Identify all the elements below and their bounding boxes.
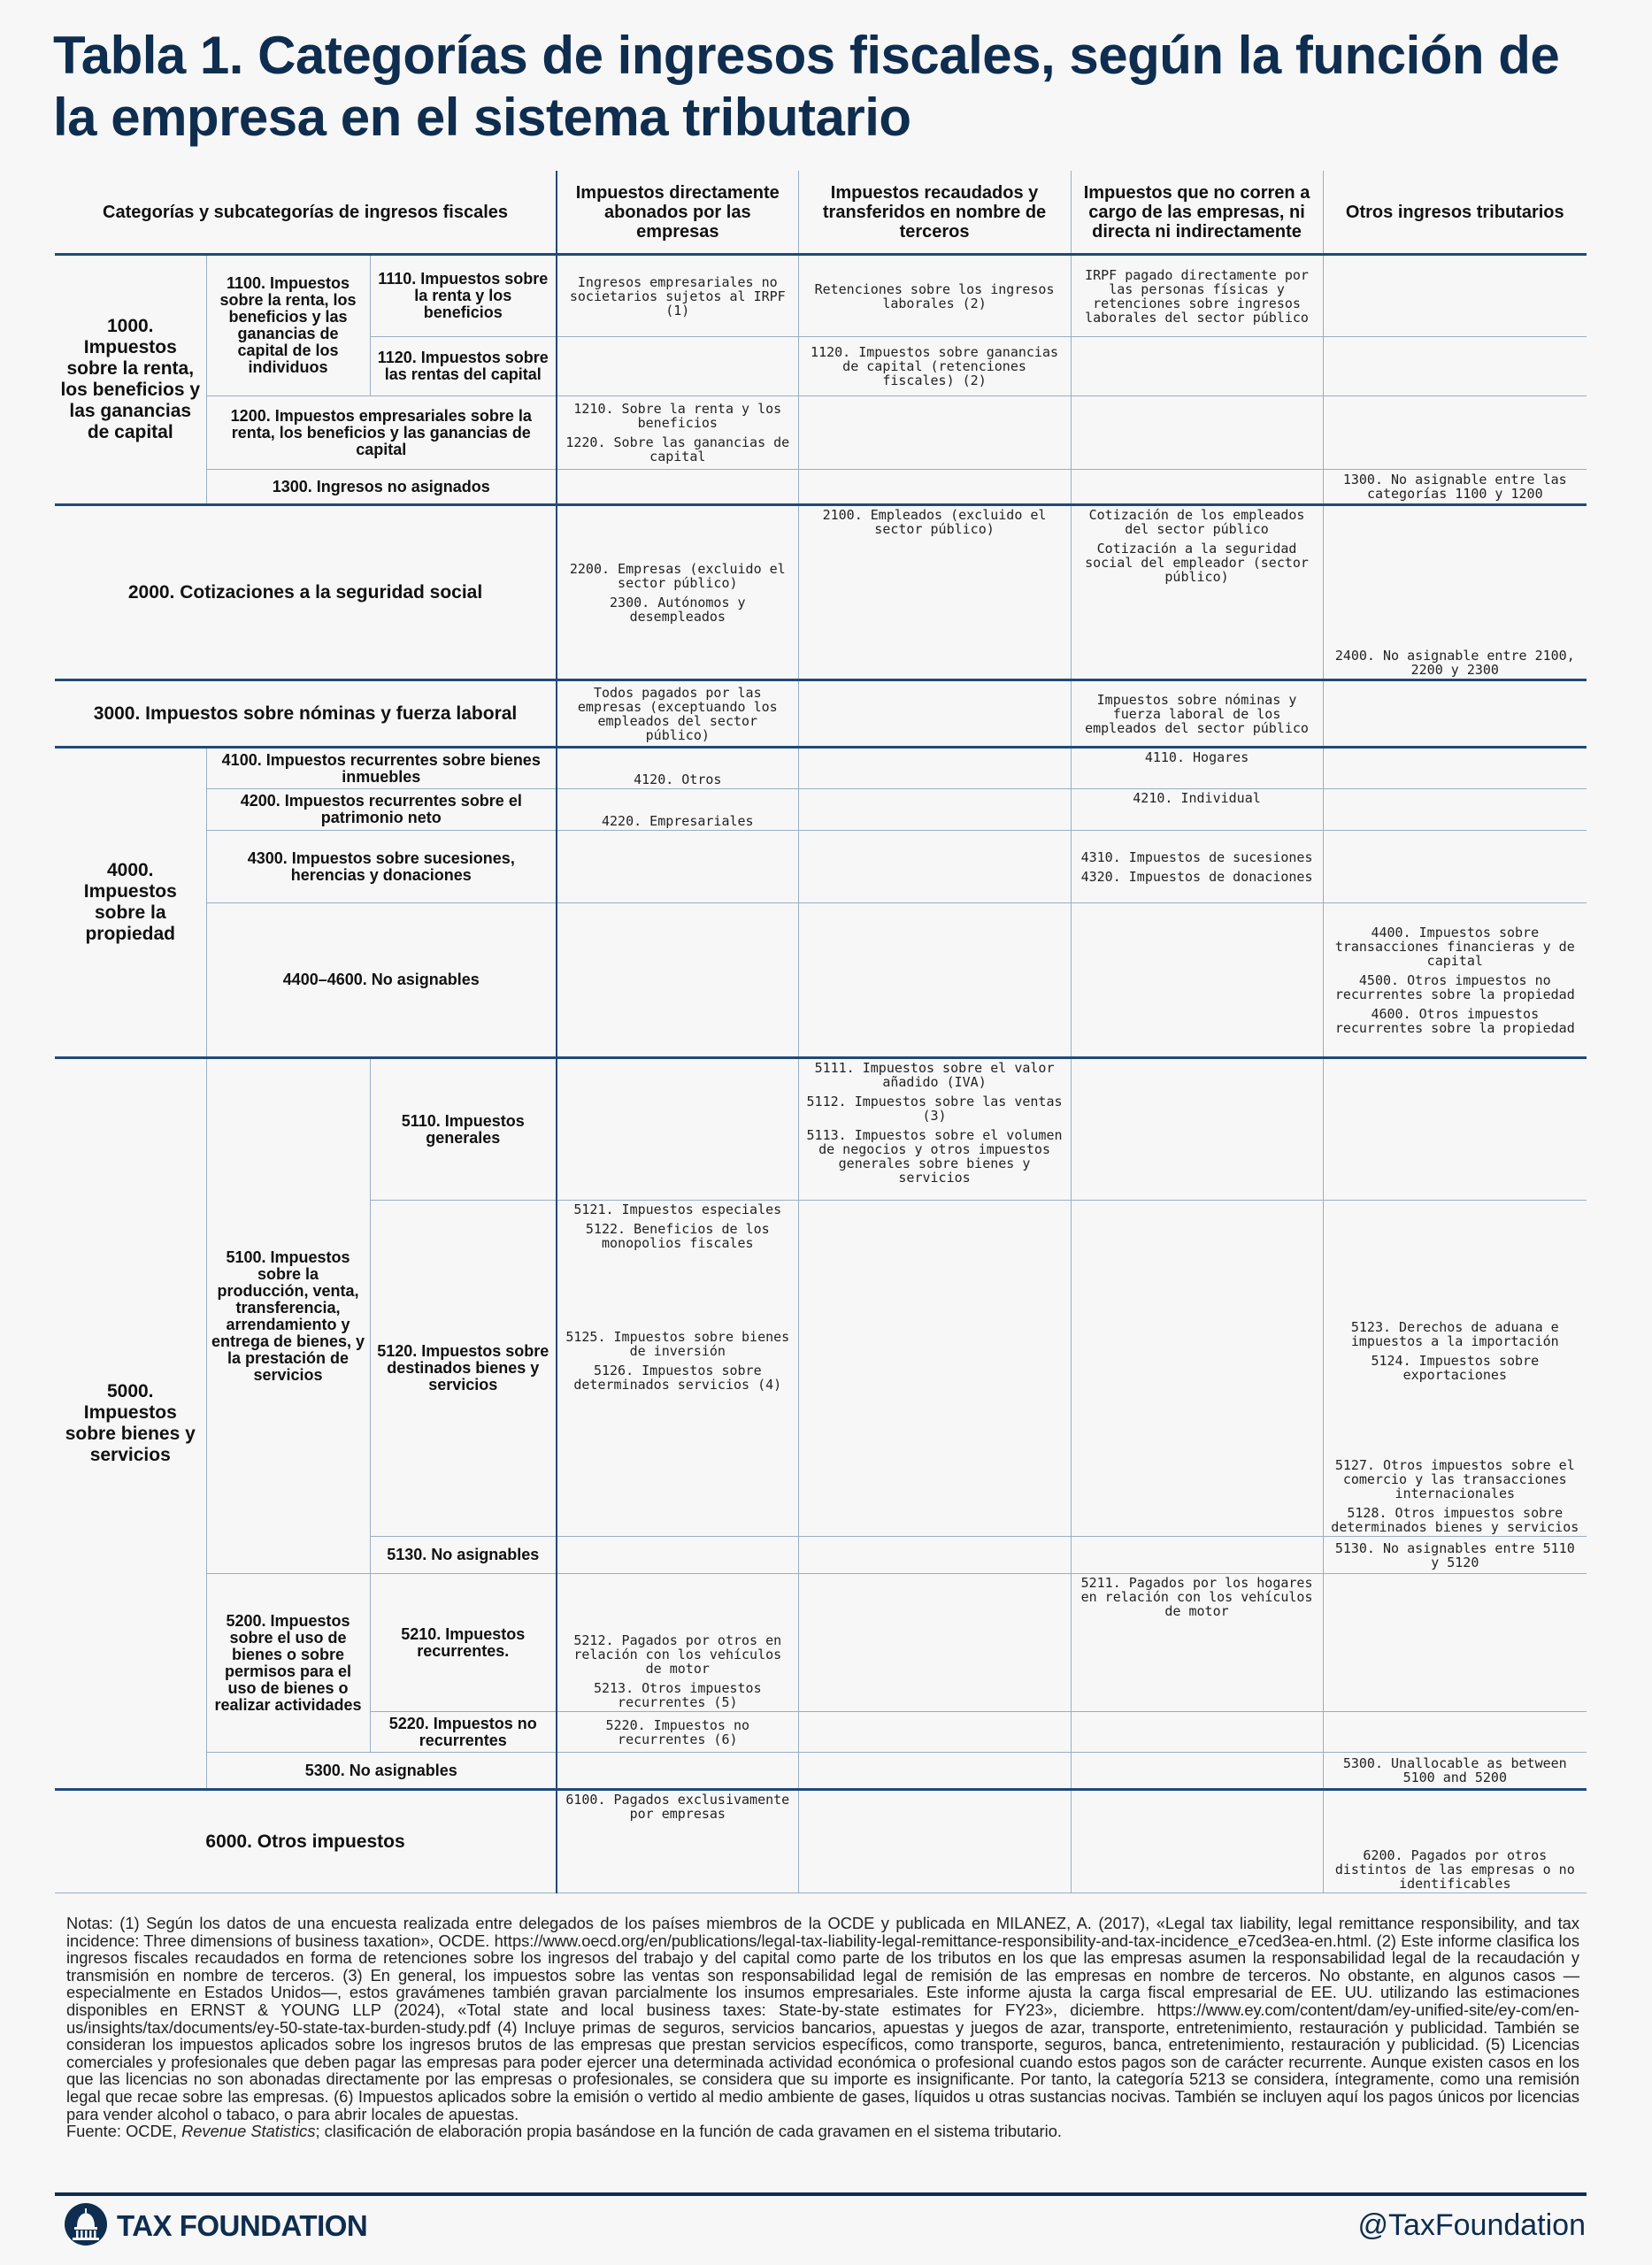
cell-6000-not-borne [1071,1790,1323,1893]
source-suffix: ; clasificación de elaboración propia basándose en la función de cada gravamen en el sistema tributario. [315,2122,1062,2141]
cell-4400: 4400. Impuestos sobre transacciones financieras y de capital [1334,924,1575,969]
cell-3000-direct: Todos pagados por las empresas (exceptuando los empleados del sector público) [557,680,798,748]
cell-2100: 2100. Empleados (excluido el sector público) [798,505,1071,680]
cell-1300-direct [557,470,798,505]
cell-1110-collected: Retenciones sobre los ingresos laborales (2) [798,255,1071,337]
cell-5130-direct [557,1537,798,1574]
cell-5113: 5113. Impuestos sobre el volumen de negocios y otros impuestos generales sobre bienes y servicios [806,1127,1063,1186]
cell-5300-direct [557,1753,798,1790]
cell-4300-not-borne [1071,831,1323,903]
cell-1300-collected [798,470,1071,505]
cell-5110-collected [798,1058,1071,1201]
cell-1200-collected [798,396,1071,470]
table-row [55,470,1587,505]
cell-5120-collected [798,1201,1071,1537]
cell-1110-other [1323,255,1587,337]
cell-4220: 4220. Empresariales [557,789,798,831]
table-row [55,1790,1587,1893]
table-row [55,903,1587,1058]
header-categories: Categorías y subcategorías de ingresos fiscales [55,171,557,255]
cell-5220-other [1323,1712,1587,1753]
cell-2000-not-borne [1071,505,1323,680]
notes-body: Notas: (1) Según los datos de una encuesta realizada entre delegados de los países miembros de la OCDE y publicada en MILANEZ, A. (2017), «Legal tax liability, legal remittance responsibility, and tax incidence: Three dimensions of business taxation», OCDE. https://www.oecd.org/en/publications/legal-tax-liability-legal-remittance-responsibility-and-tax-incidence_e7ced3ea-en.html. (2) Este informe clasifica los ingresos fiscales recaudados en forma de retenciones sobre los ingresos del trabajo y del capital como parte de los tributos en los que las empresas asumen la responsabilidad legal de la recaudación y transmisión en nombre de terceros. (3) En general, los impuestos sobre las ventas son responsabilidad legal de remisión de las empresas en nombre de terceros. No obstante, en algunos casos —especialmente en Estados Unidos—, estos gravámenes también gravan parcialmente los insumos empresariales. Este informe ajusta la carga fiscal empresarial de EE. UU. utilizando las estimaciones disponibles en ERNST & YOUNG LLP (2024), «Total state and local business taxes: State-by-state estimates for FY23», diciembre. https://www.ey.com/content/dam/ey-unified-site/ey-com/en-us/insights/tax/documents/ey-50-state-tax-burden-study.pdf (4) Incluye primas de seguros, servicios bancarios, apuestas y juegos de azar, transporte, entretenimiento, restauración y publicidad. También se consideran los impuestos aplicados sobre los ingresos brutos de las empresas que prestan servicios específicos, como transporte, seguros, banca, entretenimiento, restauración y publicidad. (5) Licencias comerciales y profesionales que deben pagar las empresas para poder ejercer una determinada actividad económica o profesional cuando estos pagos son de carácter recurrente. Aunque existen casos en los que las licencias no son abonadas directamente por las empresas o profesionales, se considera que su importe es insignificante. Por tanto, la categoría 5213 se considera, íntegramente, como una remisión legal que recae sobre las empresas. (6) Impuestos aplicados sobre la emisión o vertido al medio ambiente de gases, líquidos u otras sustancias nocivas. También se incluyen aquí los pagos únicos por licencias para vender alcohol o tabaco, o para abrir locales de apuestas. [66,1914,1579,2123]
table-header-row [55,171,1587,255]
cell-4200-other [1323,789,1587,831]
table-row [55,396,1587,470]
cell-3000-other [1323,680,1587,748]
category-3000: 3000. Impuestos sobre nóminas y fuerza laboral [55,680,557,748]
header-direct: Impuestos directamente abonados por las empresas [557,171,798,255]
tax-foundation-logo[interactable] [64,2204,367,2248]
header-not-borne: Impuestos que no corren a cargo de las empresas, ni directa ni indirectamente [1071,171,1323,255]
cell-2300: 2300. Autónomos y desempleados [610,594,746,625]
cell-4210: 4210. Individual [1071,789,1323,831]
cell-1210: 1210. Sobre la renta y los beneficios [573,401,782,431]
cell-5121: 5121. Impuestos especiales [573,1202,782,1217]
source-line [66,2123,1579,2140]
footer-rule [55,2192,1587,2196]
table-row [55,748,1587,789]
cell-5210-collected [798,1574,1071,1712]
cell-2400: 2400. No asignable entre 2100, 2200 y 2300 [1323,505,1587,680]
cell-5110-other [1323,1058,1587,1201]
category-1000: 1000. Impuestos sobre la renta, los beneficios y las ganancias de capital [55,255,206,505]
cell-2000-public-employees: Cotización de los empleados del sector público [1088,507,1305,537]
cell-5212: 5212. Pagados por otros en relación con los vehículos de motor [573,1632,782,1677]
cell-5130-not-borne [1071,1537,1323,1574]
cell-5220-collected [798,1712,1071,1753]
subcategory-1110: 1110. Impuestos sobre la renta y los beneficios [370,255,557,337]
cell-5127: 5127. Otros impuestos sobre el comercio y las transacciones internacionales [1334,1457,1575,1501]
table-row [55,1753,1587,1790]
cell-4110: 4110. Hogares [1071,748,1323,789]
page-title: Tabla 1. Categorías de ingresos fiscales, según la función de la empresa en el sistema tributario [53,26,1560,147]
cell-1110-direct: Ingresos empresariales no societarios sujetos al IRPF (1) [557,255,798,337]
cell-1120-collected: 1120. Impuestos sobre ganancias de capital (retenciones fiscales) (2) [798,337,1071,396]
cell-5210-direct [557,1574,798,1712]
cell-1300-not-borne [1071,470,1323,505]
cell-5220-not-borne [1071,1712,1323,1753]
cell-4310: 4310. Impuestos de sucesiones [1080,848,1313,865]
subcategory-5300: 5300. No asignables [206,1753,557,1790]
cell-5300-collected [798,1753,1071,1790]
cell-5213: 5213. Otros impuestos recurrentes (5) [593,1680,762,1710]
cell-4400-not-borne [1071,903,1323,1058]
cell-1200-other [1323,396,1587,470]
cell-5120-direct [557,1201,798,1537]
cell-5120-other [1323,1201,1587,1537]
header-collected: Impuestos recaudados y transferidos en nombre de terceros [798,171,1071,255]
table-row [55,831,1587,903]
subcategory-1300: 1300. Ingresos no asignados [206,470,557,505]
cell-1200-not-borne [1071,396,1323,470]
cell-5111: 5111. Impuestos sobre el valor añadido (IVA) [814,1060,1055,1090]
category-6000: 6000. Otros impuestos [55,1790,557,1893]
subcategory-5110: 5110. Impuestos generales [370,1058,557,1201]
table-row [55,1574,1587,1712]
cell-5211: 5211. Pagados por los hogares en relación con los vehículos de motor [1071,1574,1323,1712]
table-row [55,255,1587,337]
cell-5125: 5125. Impuestos sobre bienes de inversión [565,1329,790,1359]
twitter-handle[interactable]: @TaxFoundation [1357,2208,1586,2242]
cell-1120-not-borne [1071,337,1323,396]
subcategory-4200: 4200. Impuestos recurrentes sobre el patrimonio neto [206,789,557,831]
cell-5130-collected [798,1537,1071,1574]
subcategory-5210: 5210. Impuestos recurrentes. [370,1574,557,1712]
table-row [55,680,1587,748]
table-row [55,789,1587,831]
cell-2000-public-employer: Cotización a la seguridad social del empleador (sector público) [1085,541,1309,585]
cell-3000-not-borne: Impuestos sobre nóminas y fuerza laboral de los empleados del sector público [1071,680,1323,748]
cell-6000-collected [798,1790,1071,1893]
subcategory-5100: 5100. Impuestos sobre la producción, venta, transferencia, arrendamiento y entrega de bienes, y la prestación de servicios [206,1058,370,1574]
cell-5112: 5112. Impuestos sobre las ventas (3) [806,1094,1063,1124]
cell-5123: 5123. Derechos de aduana e impuestos a la importación [1350,1319,1559,1349]
cell-5300-other: 5300. Unallocable as between 5100 and 5200 [1323,1753,1587,1790]
cell-4500: 4500. Otros impuestos no recurrentes sobre la propiedad [1334,971,1575,1002]
cell-4600: 4600. Otros impuestos recurrentes sobre la propiedad [1334,1005,1575,1036]
cell-4300-direct [557,831,798,903]
cell-4400-collected [798,903,1071,1058]
cell-4300-other [1323,831,1587,903]
subcategory-5130: 5130. No asignables [370,1537,557,1574]
cell-5110-not-borne [1071,1058,1323,1201]
table-row [55,1058,1587,1201]
brand-name: TAX FOUNDATION [117,2209,368,2242]
subcategory-5220: 5220. Impuestos no recurrentes [370,1712,557,1753]
subcategory-4400-4600: 4400–4600. No asignables [206,903,557,1058]
cell-1200-direct [557,396,798,470]
tax-category-table [55,171,1587,1893]
cell-4100-collected [798,748,1071,789]
cell-6200: 6200. Pagados por otros distintos de las empresas o no identificables [1323,1790,1587,1893]
category-5000: 5000. Impuestos sobre bienes y servicios [55,1058,206,1790]
source-title: Revenue Statistics [181,2122,316,2141]
cell-2200: 2200. Empresas (excluido el sector público) [569,560,786,591]
cell-5126: 5126. Impuestos sobre determinados servicios (4) [573,1363,782,1393]
cell-4120: 4120. Otros [557,748,798,789]
subcategory-5120: 5120. Impuestos sobre destinados bienes y servicios [370,1201,557,1537]
cell-5130-other: 5130. No asignables entre 5110 y 5120 [1323,1537,1587,1574]
cell-5210-other [1323,1574,1587,1712]
cell-5124: 5124. Impuestos sobre exportaciones [1371,1353,1540,1383]
cell-3000-collected [798,680,1071,748]
cell-4300-collected [798,831,1071,903]
cell-2000-direct [557,505,798,680]
subcategory-4100: 4100. Impuestos recurrentes sobre bienes inmuebles [206,748,557,789]
cell-5120-not-borne [1071,1201,1323,1537]
subcategory-5200: 5200. Impuestos sobre el uso de bienes o sobre permisos para el uso de bienes o realizar actividades [206,1574,370,1753]
cell-1220: 1220. Sobre las ganancias de capital [565,434,790,465]
header-other: Otros ingresos tributarios [1323,171,1587,255]
cell-4320: 4320. Impuestos de donaciones [1080,868,1313,885]
cell-4400-direct [557,903,798,1058]
category-4000: 4000. Impuestos sobre la propiedad [55,748,206,1058]
cell-4100-other [1323,748,1587,789]
cell-1120-direct [557,337,798,396]
cell-5220: 5220. Impuestos no recurrentes (6) [557,1712,798,1753]
cell-4400-other [1323,903,1587,1058]
notes [66,1915,1579,2140]
cell-5128: 5128. Otros impuestos sobre determinados bienes y servicios [1331,1505,1579,1535]
category-2000: 2000. Cotizaciones a la seguridad social [55,505,557,680]
cell-1110-not-borne: IRPF pagado directamente por las personas físicas y retenciones sobre ingresos laborales del sector público [1071,255,1323,337]
table-row [55,505,1587,680]
capitol-dome-icon [64,2202,108,2251]
source-prefix: Fuente: OCDE, [66,2122,182,2141]
subcategory-1200: 1200. Impuestos empresariales sobre la renta, los beneficios y las ganancias de capital [206,396,557,470]
cell-1120-other [1323,337,1587,396]
subcategory-1120: 1120. Impuestos sobre las rentas del capital [370,337,557,396]
cell-5122: 5122. Beneficios de los monopolios fiscales [585,1221,770,1251]
subcategory-1100: 1100. Impuestos sobre la renta, los beneficios y las ganancias de capital de los individuos [206,255,370,396]
cell-5110-direct [557,1058,798,1201]
cell-5300-not-borne [1071,1753,1323,1790]
subcategory-4300: 4300. Impuestos sobre sucesiones, herencias y donaciones [206,831,557,903]
cell-4200-collected [798,789,1071,831]
cell-6100: 6100. Pagados exclusivamente por empresas [557,1790,798,1893]
cell-1300-other: 1300. No asignable entre las categorías 1100 y 1200 [1323,470,1587,505]
